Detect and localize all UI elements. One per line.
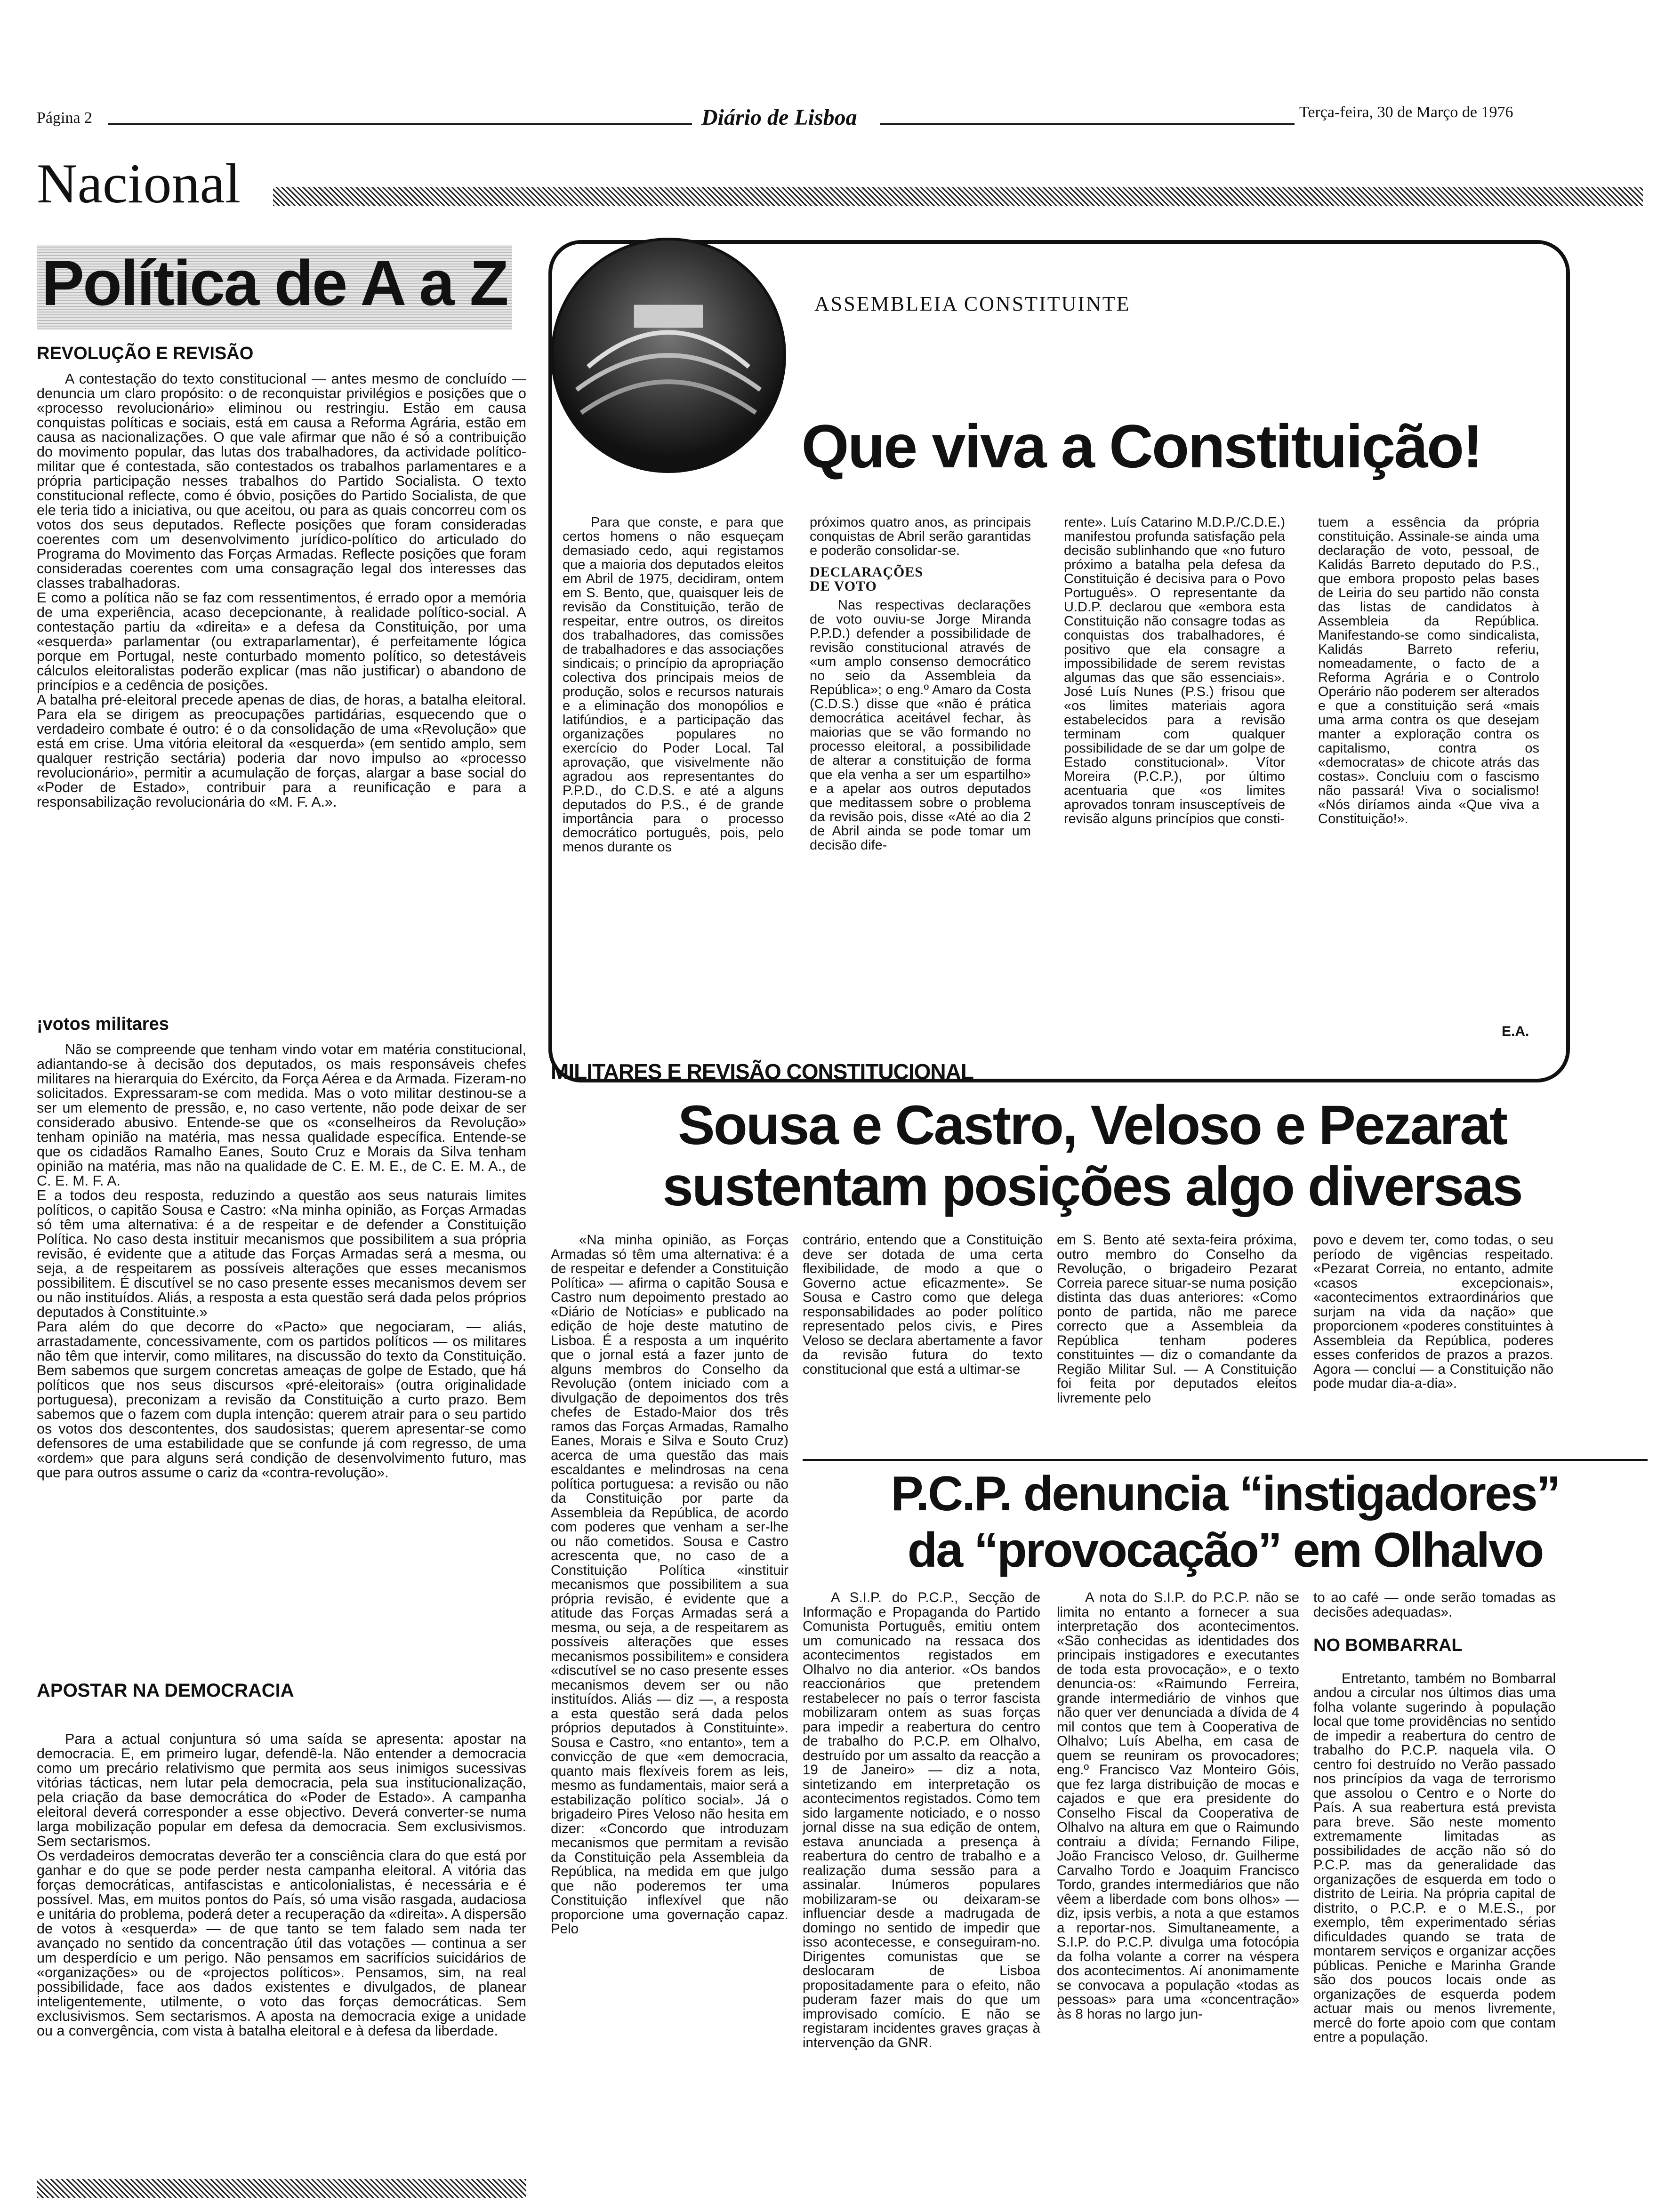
paragraph: próximos quatro anos, as principais conquistas de Abril serão garantidas e poderão consolidar-se.	[810, 515, 1031, 558]
subhead-revolucao: REVOLUÇÃO E REVISÃO	[37, 344, 254, 363]
paragraph: A nota do S.I.P. do P.C.P. não se limita no entanto a fornecer a sua interpretação dos acontecimentos. «São conhecidas as identidades dos principais instigadores e executantes de toda esta provocação», e o texto denuncia-os: «Raimundo Ferreira, grande intermediário de vinhos que não quer ver denunciada a dívida de 4 mil contos que tem à Cooperativa de Olhalvo; Luís Abelha, em casa de quem se reuniram os provocadores; eng.º Francisco Vaz Monteiro Góis, que fez larga distribuição de mocas e cajados e que era presidente do Conselho Fiscal da Cooperativa de Olhalvo na altura em que o Raimundo contraiu a dívida; Fernando Filipe, João Francisco Veloso, dr. Guilherme Carvalho Tordo e Joaquim Francisco Tordo, grandes intermediários que não vêem a liberdade com bons olhos» — diz, ipsis verbis, a nota a que estamos a reportar-nos. Simultaneamente, a S.I.P. do P.C.P. divulga uma fotocópia da folha volante a correr na véspera dos acontecimentos. Aí anonimamente se convocava a população «todas as pessoas» para uma «concentração» às 8 horas no largo jun-	[1057, 1590, 1299, 2022]
paragraph: to ao café — onde serão tomadas as decisões adequadas».	[1313, 1590, 1556, 1620]
assembleia-col-1	[563, 515, 784, 854]
militares-col-4	[1313, 1233, 1553, 1391]
militares-headline-2: sustentam posições algo diversas	[662, 1155, 1522, 1218]
left-body-2	[37, 1042, 526, 1480]
assembly-hall-illustration	[554, 240, 783, 470]
paragraph: em S. Bento até sexta-feira próxima, outro membro do Conselho da Revolução, o brigadeiro Pezarat Correia parece situar-se numa posição distinta das duas anteriores: «Como ponto de partida, não me parece correcto que a Assembleia da República tenham poderes constituintes — diz o comandante da Região Militar Sul. — A Constituição foi feita por deputados eleitos livremente pelo	[1057, 1232, 1297, 1406]
assembly-hall-photo	[551, 238, 786, 473]
pcp-col-3	[1313, 1591, 1556, 2045]
bottom-hatch-band	[37, 2179, 526, 2198]
subhead-bombarral: NO BOMBARRAL	[1313, 1635, 1463, 1655]
masthead-rule-right	[880, 123, 1295, 125]
left-body-1	[37, 372, 526, 809]
masthead-rule-left	[108, 123, 692, 125]
paragraph: E como a política não se faz com ressentimentos, é errado opor a memória de uma experiência, acaso decepcionante, à realidade político-social. A contestação partiu da «direita» e a defesa da Constituição, por uma «esquerda» parlamentar (ou extraparlamentar), é perfeitamente lógica porque em Portugal, neste conturbado momento político, so detestáveis cálculos eleitoralistas poderão explicar (mas não justificar) o abandono de princípios e a cedência de posições.	[37, 590, 526, 693]
paragraph: A batalha pré-eleitoral precede apenas de dias, de horas, a batalha eleitoral. Para ela se dirigem as preocupações partidárias, esquecendo que o verdadeiro combate é outro: é o da consolidação de uma «Revolução» que está em crise. Uma vitória eleitoral da «esquerda» (em sentido amplo, sem qualquer restrição sectária) poderia dar novo impulso ao «processo revolucionário», permitir a acumulação de forças, alargar a base social do «Poder de Estado», contribuir para a reunificação e para a responsabilização revolucionária do «M. F. A.».	[37, 692, 526, 810]
column-title: Política de A a Z	[41, 247, 507, 319]
paragraph: A S.I.P. do P.C.P., Secção de Informação e Propaganda do Partido Comunista Português, emitiu ontem um comunicado na ressaca dos acontecimentos registados em Olhalvo no dia anterior. «Os bandos reaccionários que pretendem restabelecer no país o terror fascista mobilizaram ontem as suas forças para impedir a reabertura do centro de trabalho do P.C.P. em Olhalvo, destruído por um assalto da reacção a 19 de Janeiro» — diz a nota, sintetizando em interpretação os acontecimentos registados. Como tem sido largamente noticiado, e o nosso jornal disse na sua edição de ontem, estava anunciada a presença à reabertura do centro de trabalho e a realização duma sessão para a assinalar. Inúmeros populares mobilizaram-se ou deixaram-se influenciar desde a madrugada de domingo no sentido de impedir que isso acontecesse, e conseguiram-no. Dirigentes comunistas que se deslocaram de Lisboa propositadamente para o efeito, não puderam fazer mais do que um improvisado comício. E não se registaram incidentes graves graças à intervenção da GNR.	[803, 1590, 1040, 2051]
paragraph: Para que conste, e para que certos homens o não esqueçam demasiado cedo, aqui registamos que a maioria dos deputados eleitos em Abril de 1975, decidiram, ontem em S. Bento, que, quaisquer leis de revisão da Constituição, terão de respeitar, entre outros, os direitos dos trabalhadores, das comissões de trabalhadores e das associações sindicais; o princípio da apropriação colectiva dos principais meios de produção, solos e recursos naturais e a eliminação dos monopólios e latifúndios, e a participação das organizações populares no exercício do Poder Local. Tal aprovação, que visivelmente não agradou aos representantes do P.P.D., do C.D.S. e até a alguns deputados do P.S., é de grande importância para o processo democrático português, pois, pelo menos durante os	[563, 515, 784, 855]
section-title: Nacional	[37, 152, 241, 215]
assembleia-headline: Que viva a Constituição!	[801, 412, 1482, 481]
issue-date: Terça-feira, 30 de Março de 1976	[1299, 104, 1513, 121]
paragraph: Os verdadeiros democratas deverão ter a consciência clara do que está por ganhar e do que se pode perder nesta campanha eleitoral. A vitória das forças democráticas, antifascistas e anticolonialistas, é necessária e é possível. Mas, em muitos pontos do País, só uma visão rasgada, audaciosa e unitária do problema, poderá deter a recuperação da «direita». A dispersão de votos à «esquerda» — de que tanto se tem falado sem nada ter avançado no sentido da concentração útil das votações — continua a ser um desperdício e um perigo. Não pensamos em sacrifícios suicidários de «organizações» ou de «projectos políticos». Pensamos, sim, na real possibilidade, face aos dados existentes e divulgados, de planear inteligentemente, utilmente, o voto das forças democráticas. Sem exclusivismos. Sem sectarismos. A aposta na democracia exige a unidade ou a convergência, com vista à batalha eleitoral e à defesa da liberdade.	[37, 1848, 526, 2039]
militares-col-3	[1057, 1233, 1297, 1405]
pcp-top-rule	[803, 1459, 1648, 1461]
pcp-col-2	[1057, 1591, 1299, 2021]
assembleia-col-2	[810, 515, 1031, 852]
subhead-votos-militares: ¡votos militares	[37, 1014, 169, 1034]
militares-col-1	[551, 1233, 788, 1937]
paragraph: A contestação do texto constitucional — antes mesmo de concluído — denuncia um claro propósito: o de reconquistar privilégios e posições que o «processo revolucionário» eliminou ou restringiu. Estão em causa conquistas políticas e sociais, está em causa a Reforma Agrária, estão em causa as nacionalizações. O que vale afirmar que não é só a contribuição do movimento popular, das lutas dos trabalhadores, da actividade político-militar que é contestada, são contestados os trabalhos parlamentares e a própria participação nesses trabalhos do Partido Socialista. O texto constitucional reflecte, como é óbvio, posições do Partido Socialista, de que ele teria tido a iniciativa, ou que aceitou, ou para as quais concorreu com os votos dos seus deputados. Reflecte posições que foram consideradas coerentes com um desenvolvimento jurídico-político do articulado do Programa do Movimento das Forças Armadas. Reflecte posições que foram consideradas coerentes com uma consagração legal dos interesses das classes trabalhadoras.	[37, 371, 526, 591]
paragraph: tuem a essência da própria constituição. Assinale-se ainda uma declaração de voto, pessoal, de Kalidás Barreto deputado do P.S., que embora proposto pelas bases de Leiria do seu partido não consta das listas de candidatos à Assembleia da República. Manifestando-se como sindicalista, Kalidás Barreto referiu, nomeadamente, o facto de a Reforma Agrária e o Controlo Operário não poderem ser alterados e que a constituição será «mais uma arma contra os que desejam manter a exploração contra os capitalismo, contra os «democratas» de chicote atrás das costas». Concluiu com o fascismo não passará! Viva o socialismo! «Nós diríamos ainda «Que viva a Constituição!».	[1318, 515, 1539, 826]
paragraph: E a todos deu resposta, reduzindo a questão aos seus naturais limites políticos, o capitão Sousa e Castro: «Na minha opinião, as Forças Armadas só têm uma alternativa: é a de respeitar e de defender a Constituição Política. No caso desta instituir mecanismos que possibilitem a sua própria revisão, é evidente que a atitude das Forças Armadas será a mesma, ou seja, a de respeitarem as possíveis alterações que esses mecanismos possibilitem. É discutível se no caso presente esses mecanismos devem ser ou não instituídos. Aliás, a resposta a esta questão será dada pelos próprios deputados à Constituinte.»	[37, 1187, 526, 1320]
militares-headline-1: Sousa e Castro, Veloso e Pezarat	[677, 1094, 1507, 1156]
paragraph: Nas respectivas declarações de voto ouviu-se Jorge Miranda P.P.D.) defender a possibilidade de revisão constitucional através de «um amplo consenso democrático no seio da Assembleia da República»; o eng.º Amaro da Costa (C.D.S.) disse que «não é prática democrática aceitável fechar, às maiorias que se vão formando no processo eleitoral, a possibilidade de alterar a constituição de forma que ela venha a ser um espartilho» e a apelar aos outros deputados que meditassem sobre o problema da revisão pois, disse «Até ao dia 2 de Abril ainda se pode tomar um decisão dife-	[810, 598, 1031, 853]
paragraph: Para a actual conjuntura só uma saída se apresenta: apostar na democracia. E, em primeiro lugar, defendê-la. Não entender a democracia como um precário relativismo que permita aos seus inimigos sucessivas vitórias tácticas, nem lutar pela democracia, pela sua institucionalização, pela criação da base democrática do «Poder de Estado». A campanha eleitoral deverá corresponder a esse objectivo. Deverá converter-se numa larga mobilização popular em defesa da democracia. Sem exclusivismos. Sem sectarismos.	[37, 1731, 526, 1849]
assembleia-col-4	[1318, 515, 1539, 826]
pcp-col-1	[803, 1591, 1040, 2050]
assembleia-label: ASSEMBLEIA CONSTITUINTE	[814, 292, 1131, 315]
section-hatch-band	[273, 187, 1643, 206]
paragraph: Entretanto, também no Bombarral andou a circular nos últimos dias uma folha volante sugerindo à população local que tome providências no sentido de impedir a reabertura do centro de trabalho do P.C.P. naquela vila. O centro foi destruído no Verão passado nos princípios da vaga de terrorismo que assolou o Centro e o Norte do País. A sua reabertura está prevista para breve. São neste momento extremamente limitadas as possibilidades de acção não só do P.C.P. mas da generalidade das organizações de esquerda em todo o distrito de Leiria. Na própria capital de distrito, o P.C.P. e o M.E.S., por exemplo, têm experimentado sérias dificuldades quando se trata de montarem serviços e organizar acções públicas. Peniche e Marinha Grande são dos poucos locais onde as organizações de esquerda podem actuar mais ou menos livremente, mercê do forte apoio com que contam entre a população.	[1313, 1670, 1556, 2045]
paragraph: rente». Luís Catarino M.D.P./C.D.E.) manifestou profunda satisfação pela decisão sublinhando que «no futuro próximo a batalha pela defesa da Constituição é decisiva para o Povo Português». O representante da U.D.P. declarou que «embora esta Constituição não consagre todas as conquistas dos trabalhadores, é positivo que ela consagre a impossibilidade de serem revistas algumas das que são essenciais». José Luís Nunes (P.S.) frisou que «os limites materiais agora estabelecidos para a revisão terminam com qualquer possibilidade de se dar um golpe de Estado constitucional». Vítor Moreira (P.C.P.), por último acentuaria que «os limites aprovados tonram insusceptíveis de revisão alguns princípios que consti-	[1064, 515, 1285, 826]
left-body-3	[37, 1732, 526, 2038]
paragraph: «Na minha opinião, as Forças Armadas só têm uma alternativa: é a de respeitar e defender a Constituição Política» — afirma o capitão Sousa e Castro num depoimento prestado ao «Diário de Notícias» e publicado na edição de hoje deste matutino de Lisboa. É a resposta a um inquérito que o jornal está a fazer junto de alguns membros do Conselho da Revolução (ontem iniciado com a divulgação de depoimentos dos três chefes de Estado-Maior dos três ramos das Forças Armadas, Ramalho Eanes, Morais e Silva e Souto Cruz) acerca de uma questão das mais escaldantes e melindrosas na cena política portuguesa: a revisão ou não da Constituição por parte da Assembleia da República, de acordo com poderes que venham a ser-lhe ou não cometidos. Sousa e Castro acrescenta que, no caso de a Constituição Política «instituir mecanismos que possibilitem a sua própria revisão, é evidente que a atitude das Forças Armadas será a mesma, ou seja, a de respeitarem as possíveis alterações que esses mecanismos possibilitem» e considera «discutível se no caso presente esses mecanismos devem ser ou não instituídos. Aliás — diz —, a resposta a esta questão será dada pelos próprios deputados à Constituinte». Sousa e Castro, «no entanto», tem a convicção de que «em democracia, quanto mais flexíveis forem as leis, mesmo as fundamentais, maior será a estabilização político social». Já o brigadeiro Pires Veloso não hesita em dizer: «Concordo que introduzam mecanismos que permitam a revisão da Constituição pela Assembleia da República, na medida em que julgo que não poderemos ter uma Constituição inflexível que não proporcione uma governação capaz. Pelo	[551, 1232, 789, 1937]
militares-kicker: MILITARES E REVISÃO CONSTITUCIONAL	[551, 1059, 973, 1084]
newspaper-name: Diário de Lisboa	[701, 105, 857, 130]
subhead-apostar: APOSTAR NA DEMOCRACIA	[37, 1680, 294, 1701]
paragraph: contrário, entendo que a Constituição deve ser dotada de uma certa flexibilidade, de modo a que o Governo actue eficazmente». Se Sousa e Castro como que delega responsabilidades ao poder político representado pelos civis, e Pires Veloso se declara abertamente a favor da revisão futura do texto constitucional que está a ultimar-se	[803, 1232, 1043, 1377]
paragraph: povo e devem ter, como todas, o seu período de vigências respeitado. «Pezarat Correia, no entanto, admite «casos excepcionais», «acontecimentos extraordinários que surjam na vida da nação» que proporcionem «poderes constituintes à Assembleia da República, poderes esses conferidos de prazos a prazos. Agora — conclui — a Constituição não pode mudar dia-a-dia».	[1313, 1232, 1553, 1391]
pcp-headline-1: P.C.P. denuncia “instigadores”	[891, 1467, 1560, 1521]
pcp-headline-2: da “provocação” em Olhalvo	[907, 1523, 1543, 1578]
page-number: Página 2	[37, 109, 93, 127]
subhead-declaracoes: DECLARAÇÕES DE VOTO	[810, 564, 924, 594]
paragraph: Não se compreende que tenham vindo votar em matéria constitucional, adiantando-se à decisão dos deputados, os mais responsáveis chefes militares na hierarquia do Exército, da Força Aérea e da Armada. Fizeram-no solicitados. Expressaram-se com medida. Mas o voto militar destinou-se a ser um elemento de pressão, e, no caso vertente, não pode deixar de ser considerado abusivo. Entende-se que os «conselheiros da Revolução» tenham opinião na matéria, mas nessa qualidade específica. Entende-se que os cidadãos Ramalho Eanes, Souto Cruz e Morais da Silva tenham opinião na matéria, mas não na qualidade de C. E. M. E., de C. E. M. A., de C. E. M. F. A.	[37, 1042, 526, 1189]
militares-col-2	[803, 1233, 1043, 1377]
paragraph: Para além do que decorre do «Pacto» que negociaram, — aliás, arrastadamente, concessivamente, com os partidos políticos — os militares não têm que intervir, como militares, na discussão do texto da Constituição. Bem sabemos que surgem concretas ameaças de golpe de Estado, que há políticos que nos seus discursos «pré-eleitorais» (outra originalidade portuguesa), preconizam a revisão da Constituição a curto prazo. Bem sabemos que o fazem com dupla intenção: querem atrair para o seu partido os votos dos descontentes, dos saudosistas; querem apresentar-se como defensores de uma estabilidade que se confunde já com regresso, de uma «ordem» que para alguns será condição de desenvolvimento futuro, mas que para outros assume o cariz da «contra-revolução».	[37, 1319, 526, 1481]
assembleia-col-3	[1064, 515, 1285, 826]
assembleia-signature: E.A.	[1502, 1024, 1529, 1039]
